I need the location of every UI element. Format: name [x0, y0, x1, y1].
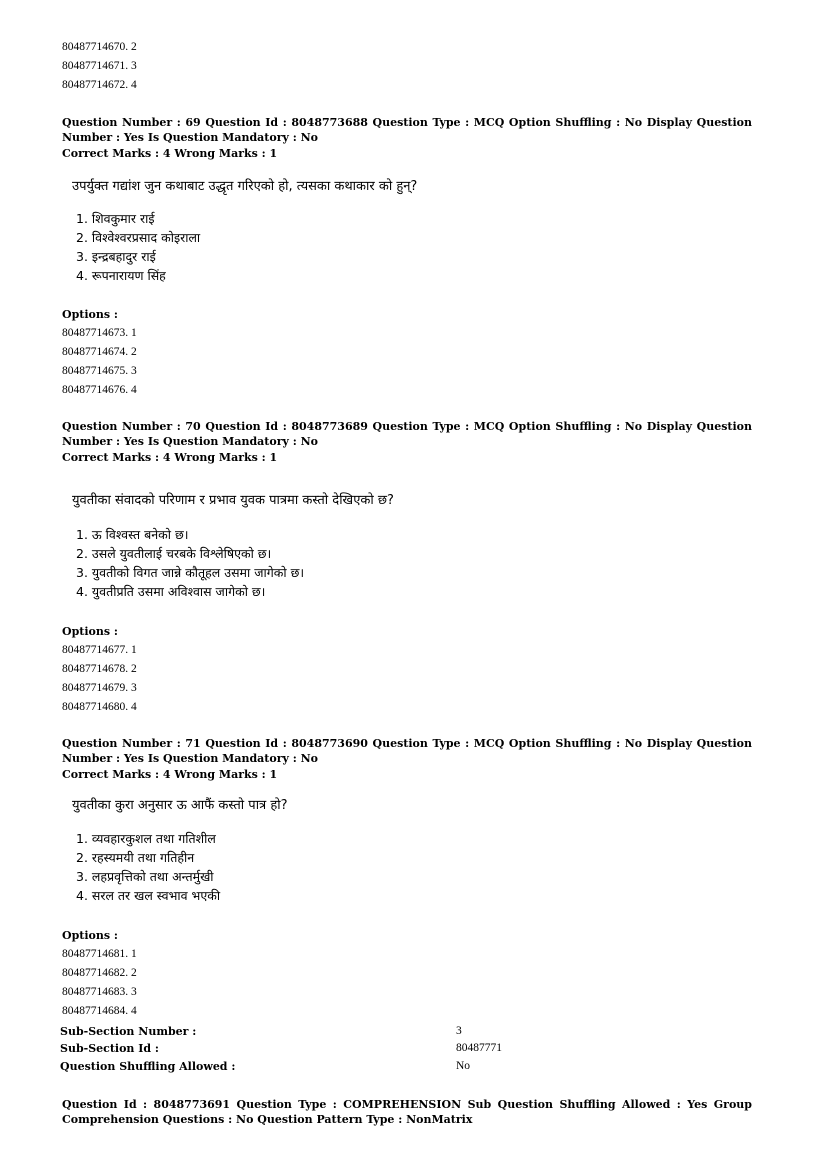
question-shuffling-label: Question Shuffling Allowed : — [60, 1060, 236, 1073]
question-header — [62, 419, 752, 449]
comprehension-header — [62, 1097, 752, 1127]
choice-item: 1. शिवकुमार राई — [76, 211, 155, 226]
choice-item: 4. रूपनारायण सिंह — [76, 268, 166, 283]
choice-item: 2. रहस्यमयी तथा गतिहीन — [76, 850, 195, 865]
option-id: 80487714672. 4 — [62, 79, 137, 91]
option-id: 80487714681. 1 — [62, 948, 137, 960]
option-id: 80487714674. 2 — [62, 346, 137, 358]
question-text: युवतीका कुरा अनुसार ऊ आफैं कस्तो पात्र हो? — [72, 798, 288, 813]
option-id: 80487714673. 1 — [62, 327, 137, 339]
choice-item: 2. उसले युवतीलाई चरबके विश्लेषिएको छ। — [76, 546, 272, 561]
question-marks: Correct Marks : 4 Wrong Marks : 1 — [62, 451, 278, 464]
option-id: 80487714682. 2 — [62, 967, 137, 979]
choice-list — [76, 829, 220, 905]
choice-item: 4. युवतीप्रति उसमा अविश्वास जागेको छ। — [76, 584, 266, 599]
comprehension-header-text: Question Id : 8048773691 Question Type : COMPREHENSION Sub Question Shuffling Allowed : Yes Group Comprehension Questions : No Question Pattern Type : NonMatrix — [62, 1098, 752, 1126]
option-id: 80487714677. 1 — [62, 644, 137, 656]
option-id: 80487714670. 2 — [62, 41, 137, 53]
question-marks: Correct Marks : 4 Wrong Marks : 1 — [62, 147, 278, 160]
choice-item: 3. युवतीको विगत जान्ने कौतूहल उसमा जागेको छ। — [76, 565, 305, 580]
question-marks: Correct Marks : 4 Wrong Marks : 1 — [62, 768, 278, 781]
options-label: Options : — [62, 625, 118, 638]
subsection-id-label: Sub-Section Id : — [60, 1042, 159, 1055]
option-id: 80487714671. 3 — [62, 60, 137, 72]
question-header-text: Question Number : 70 Question Id : 8048773689 Question Type : MCQ Option Shuffling : No Display Question Number : Yes Is Question Mandatory : No — [62, 420, 752, 448]
subsection-number-value: 3 — [456, 1025, 462, 1037]
question-text: युवतीका संवादको परिणाम र प्रभाव युवक पात्रमा कस्तो देखिएको छ? — [72, 493, 394, 508]
choice-item: 3. इन्द्रबहादुर राई — [76, 249, 156, 264]
question-shuffling-value: No — [456, 1060, 471, 1072]
choice-list — [76, 209, 200, 285]
options-label: Options : — [62, 929, 118, 942]
option-id: 80487714678. 2 — [62, 663, 137, 675]
choice-item: 1. व्यवहारकुशल तथा गतिशील — [76, 831, 216, 846]
option-id: 80487714680. 4 — [62, 701, 137, 713]
choice-item: 1. ऊ विश्वस्त बनेको छ। — [76, 527, 189, 542]
option-id: 80487714684. 4 — [62, 1005, 137, 1017]
question-header — [62, 115, 752, 145]
option-id: 80487714679. 3 — [62, 682, 137, 694]
question-text: उपर्युक्त गद्यांश जुन कथाबाट उद्धृत गरिएको हो, त्यसका कथाकार को हुन्? — [72, 179, 418, 194]
option-id: 80487714675. 3 — [62, 365, 137, 377]
choice-item: 3. लहप्रवृत्तिको तथा अन्तर्मुखी — [76, 869, 214, 884]
question-header-text: Question Number : 71 Question Id : 8048773690 Question Type : MCQ Option Shuffling : No Display Question Number : Yes Is Question Mandatory : No — [62, 737, 752, 765]
choice-item: 2. विश्वेश्वरप्रसाद कोइराला — [76, 230, 201, 245]
choice-list — [76, 525, 304, 601]
subsection-id-value: 80487771 — [456, 1042, 502, 1054]
option-id: 80487714683. 3 — [62, 986, 137, 998]
question-header-text: Question Number : 69 Question Id : 8048773688 Question Type : MCQ Option Shuffling : No Display Question Number : Yes Is Question Mandatory : No — [62, 116, 752, 144]
question-header — [62, 736, 752, 766]
option-id: 80487714676. 4 — [62, 384, 137, 396]
options-label: Options : — [62, 308, 118, 321]
subsection-number-label: Sub-Section Number : — [60, 1025, 197, 1038]
choice-item: 4. सरल तर खल स्वभाव भएकी — [76, 888, 221, 903]
